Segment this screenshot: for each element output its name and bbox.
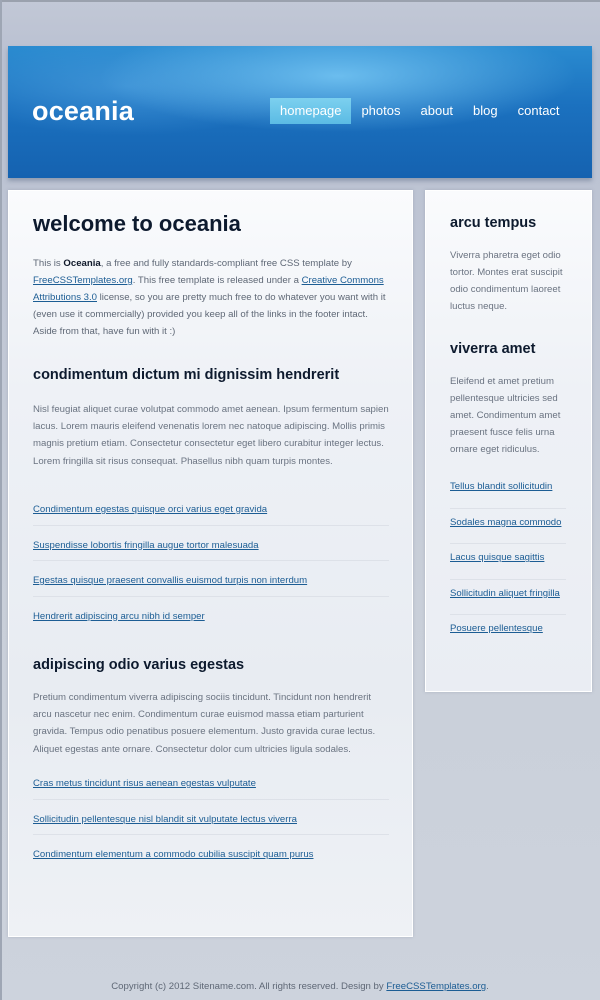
list-item [33,764,389,800]
sidebar [425,190,592,692]
list-item [33,597,389,633]
section-2-text: Pretium condimentum viverra adipiscing sociis tincidunt. Tincidunt non hendrerit arcu nascetur nec enim. Condimentum curae euismod massa etiam parturient gravida. Tempus odio penatibus posuere elementum. Justo gravida curae lectus. Aliquet egestas ante ornare. Consectetur dolor cum ultricies ligula sodales. [33,692,376,755]
section-2-links [33,764,389,871]
sidebar-link-3[interactable]: Lacus quisque sagittis [450,552,545,564]
sidebar-block-1-text: Viverra pharetra eget odio tortor. Montes erat suscipit odio condimentum laoreet luctus neque. [450,250,563,312]
list-item [450,544,566,580]
section-1-link-4[interactable]: Hendrerit adipiscing arcu nibh id semper [33,610,205,622]
page-title: welcome to oceania [33,211,241,236]
section-2-link-3[interactable]: Condimentum elementum a commodo cubilia suscipit quam purus [33,849,314,860]
section-2-link-2[interactable]: Sollicitudin pellentesque nisl blandit sit vulputate lectus viverra [33,813,297,825]
section-1-link-1[interactable]: Condimentum egestas quisque orci varius eget gravida [33,504,268,515]
sidebar-link-2[interactable]: Sodales magna commodo [450,516,562,528]
intro-brand: Oceania [63,258,101,269]
intro-link-freecsstemplates[interactable]: FreeCSSTemplates.org [33,275,133,286]
sidebar-block-1-title: arcu tempus [450,215,537,231]
intro-text-1: This is [33,258,64,269]
list-item [33,835,389,871]
sidebar-link-1[interactable]: Tellus blandit sollicitudin [450,481,553,492]
section-1-link-2[interactable]: Suspendisse lobortis fringilla augue tortor malesuada [33,539,259,551]
list-item [33,526,389,562]
site-logo[interactable]: oceania [32,96,134,126]
nav-contact[interactable]: contact [517,103,560,118]
site-header [8,46,592,178]
sidebar-block-2-title: viverra amet [450,341,536,357]
intro-text-2: , a free and fully standards-compliant free CSS template by [100,258,352,269]
nav-homepage[interactable]: homepage [270,98,351,124]
list-item [33,800,389,836]
intro-paragraph [33,255,391,340]
intro-text-4: license, so you are pretty much free to do whatever you want with it (even use it commercially) provided you keep all of the links in the footer intact. Aside from that, have fun with it :) [33,292,386,337]
list-item [450,473,566,509]
sidebar-link-4[interactable]: Sollicitudin aliquet fringilla [450,587,560,599]
nav-photos[interactable]: photos [361,103,401,118]
intro-link-license[interactable]: Creative Commons Attributions 3.0 [33,275,384,303]
main-content [8,190,413,937]
footer-end: . [486,981,489,992]
sidebar-links [450,473,566,651]
sidebar-link-5[interactable]: Posuere pellentesque [450,623,543,635]
section-2-link-1[interactable]: Cras metus tincidunt risus aenean egestas vulputate [33,778,256,789]
site-footer [0,981,600,992]
main-nav [270,98,570,124]
section-1-title: condimentum dictum mi dignissim hendrerit [33,367,340,383]
list-item [450,509,566,545]
list-item [33,561,389,597]
section-2-title: adipiscing odio varius egestas [33,657,245,673]
footer-text: Copyright (c) 2012 Sitename.com. All rights reserved. Design by [111,981,387,992]
list-item [450,580,566,616]
window-left-edge [0,0,2,1000]
intro-text-3: . This free template is released under a [132,275,302,286]
list-item [33,490,389,526]
window-top-edge [0,0,600,2]
nav-about[interactable]: about [420,103,454,118]
sidebar-block-2-text: Eleifend et amet pretium pellentesque ultricies sed amet. Condimentum amet praesent fusce felis urna ornare eget ridiculus. [450,376,561,455]
footer-link-freecsstemplates[interactable]: FreeCSSTemplates.org [386,981,487,992]
section-1-text: Nisl feugiat aliquet curae volutpat commodo amet aenean. Ipsum fermentum sapien lacus. Lorem mauris eleifend venenatis lorem nec natoque adipiscing. Mollis primis magnis pretium etiam. Consectetur consectetur eget libero curabitur integer lectus. Lorem fringilla sit risus consequat. Phasellus nibh quam turpis montes. [33,404,389,467]
nav-blog[interactable]: blog [473,103,498,118]
list-item [450,615,566,651]
section-1-links [33,490,389,632]
section-1-link-3[interactable]: Egestas quisque praesent convallis euismod turpis non interdum [33,575,308,586]
